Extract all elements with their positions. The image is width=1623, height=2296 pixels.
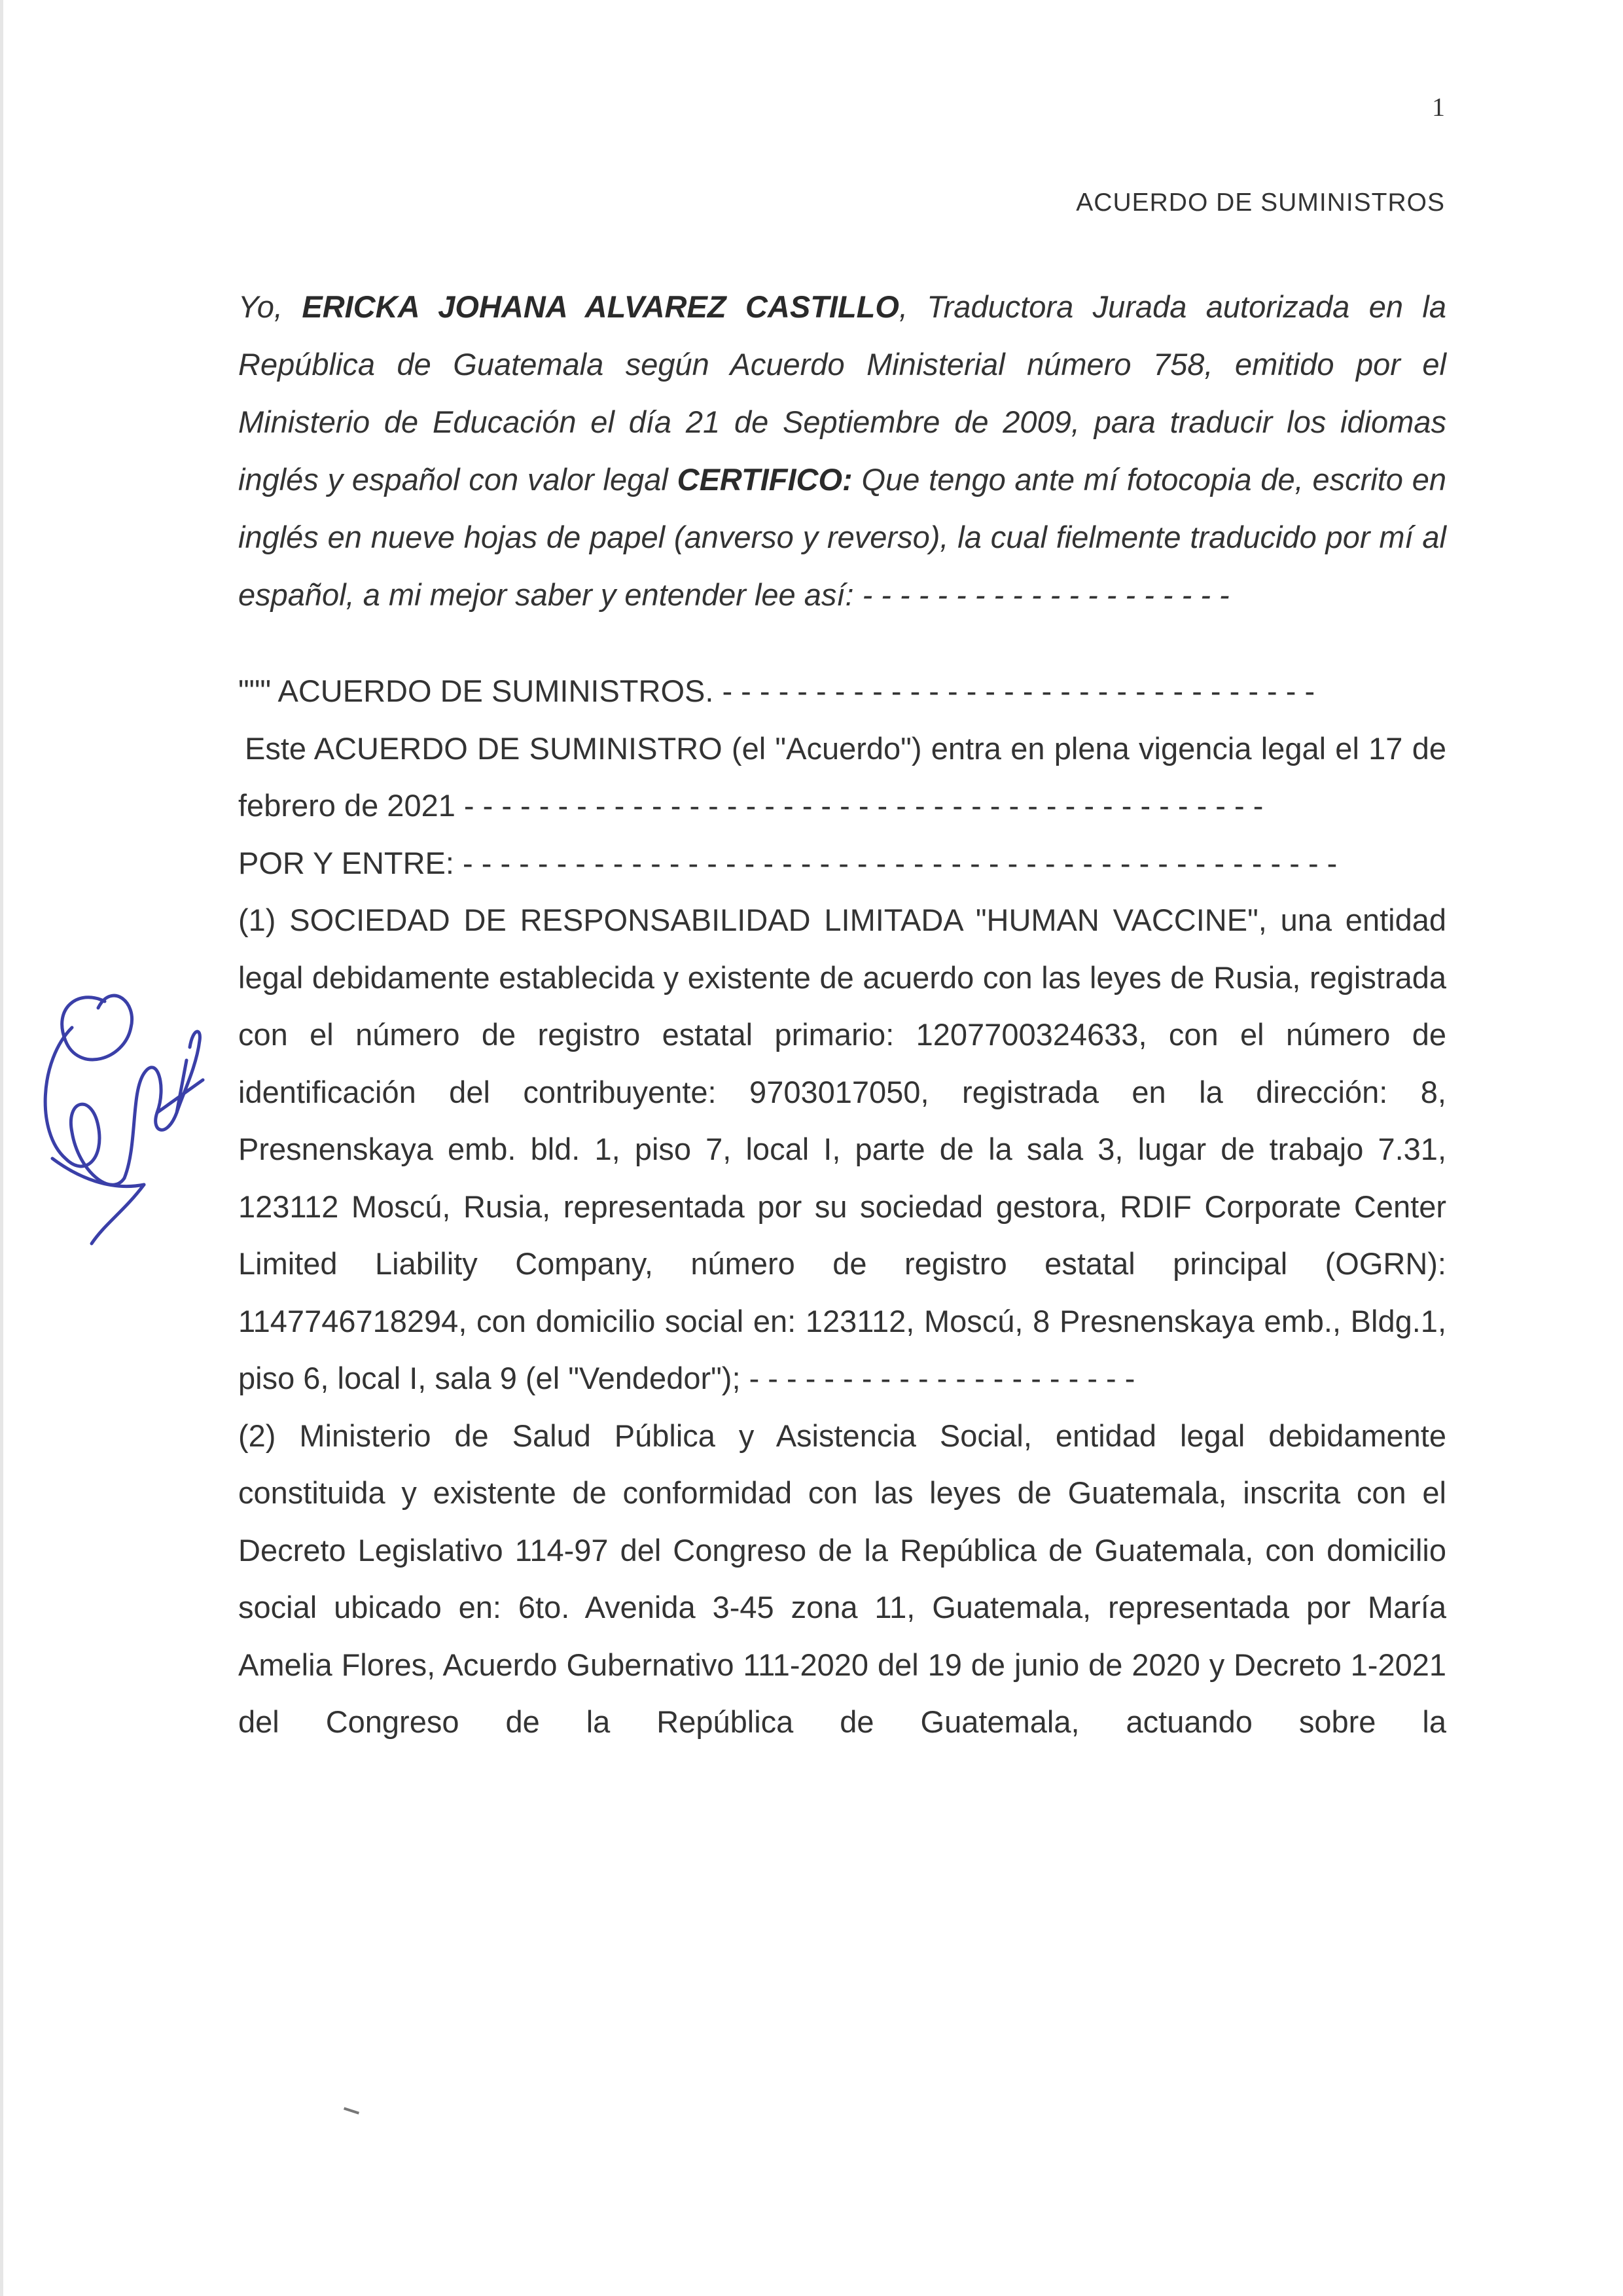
scan-mark: [344, 2107, 359, 2114]
agreement-heading: """ ACUERDO DE SUMINISTROS. - - - - - - - - - - - - - - - - - - - - - - - - - - - - - - - -: [238, 673, 1315, 708]
certifico-label: CERTIFICO:: [677, 462, 853, 497]
cert-text-2: Que tengo ante mí fotocopia de, escrito en inglés en nueve hojas de papel (anverso y reverso), la cual fielmente traducido por mí al español, a mi mejor saber y entender lee así: - - - - - - - - - - - - - - - - - - - -: [238, 462, 1446, 612]
agreement-body: [238, 662, 1446, 1751]
agreement-intro: Este ACUERDO DE SUMINISTRO (el "Acuerdo") entra en plena vigencia legal el 17 de febrero de 2021 - - - - - - - - - - - - - - - - - - - - - - - - - - - - - - - - - - - - - - - - - - -: [238, 730, 1446, 823]
party-1-paragraph: (1) SOCIEDAD DE RESPONSABILIDAD LIMITADA "HUMAN VACCINE", una entidad legal debidamente establecida y existente de acuerdo con las leyes de Rusia, registrada con el número de registro estatal primario: 1207700324633, con el número de identificación del contribuyente: 9703017050, registrada en la dirección: 8, Presnenskaya emb. bld. 1, piso 7, local I, parte de la sala 3, lugar de trabajo 7.31, 123112 Moscú, Rusia, representada por su sociedad gestora, RDIF Corporate Center Limited Liability Company, número de registro estatal principal (OGRN): 1147746718294, con domicilio social en: 123112, Moscú, 8 Presnenskaya emb., Bldg.1, piso 6, local I, sala 9 (el "Vendedor"); - - - - - - - - - - - - - - - - - - - - -: [238, 903, 1446, 1395]
document-header-title: ACUERDO DE SUMINISTROS: [1076, 188, 1445, 217]
cert-text-1: , Traductora Jurada autorizada en la República de Guatemala según Acuerdo Ministerial número 758, emitido por el Ministerio de Educación el día 21 de Septiembre de 2009, para traducir los idiomas inglés y español con valor legal: [238, 289, 1446, 497]
page-number: 1: [1432, 92, 1445, 122]
certification-paragraph: [238, 278, 1446, 624]
handwritten-signature: [26, 962, 216, 1250]
party-2-paragraph: (2) Ministerio de Salud Pública y Asistencia Social, entidad legal debidamente constituida y existente de conformidad con las leyes de Guatemala, inscrita con el Decreto Legislativo 114-97 del Congreso de la República de Guatemala, con domicilio social ubicado en: 6to. Avenida 3-45 zona 11, Guatemala, representada por María Amelia Flores, Acuerdo Gubernativo 111-2020 del 19 de junio de 2020 y Decreto 1-2021 del Congreso de la República de Guatemala, actuando sobre la: [238, 1418, 1446, 1739]
between-line: POR Y ENTRE: - - - - - - - - - - - - - - - - - - - - - - - - - - - - - - - - - - - - - - - - - - - - - - -: [238, 845, 1338, 880]
scan-edge: [0, 0, 3, 2296]
translator-name: ERICKA JOHANA ALVAREZ CASTILLO: [302, 289, 899, 324]
cert-intro: Yo,: [238, 289, 302, 324]
